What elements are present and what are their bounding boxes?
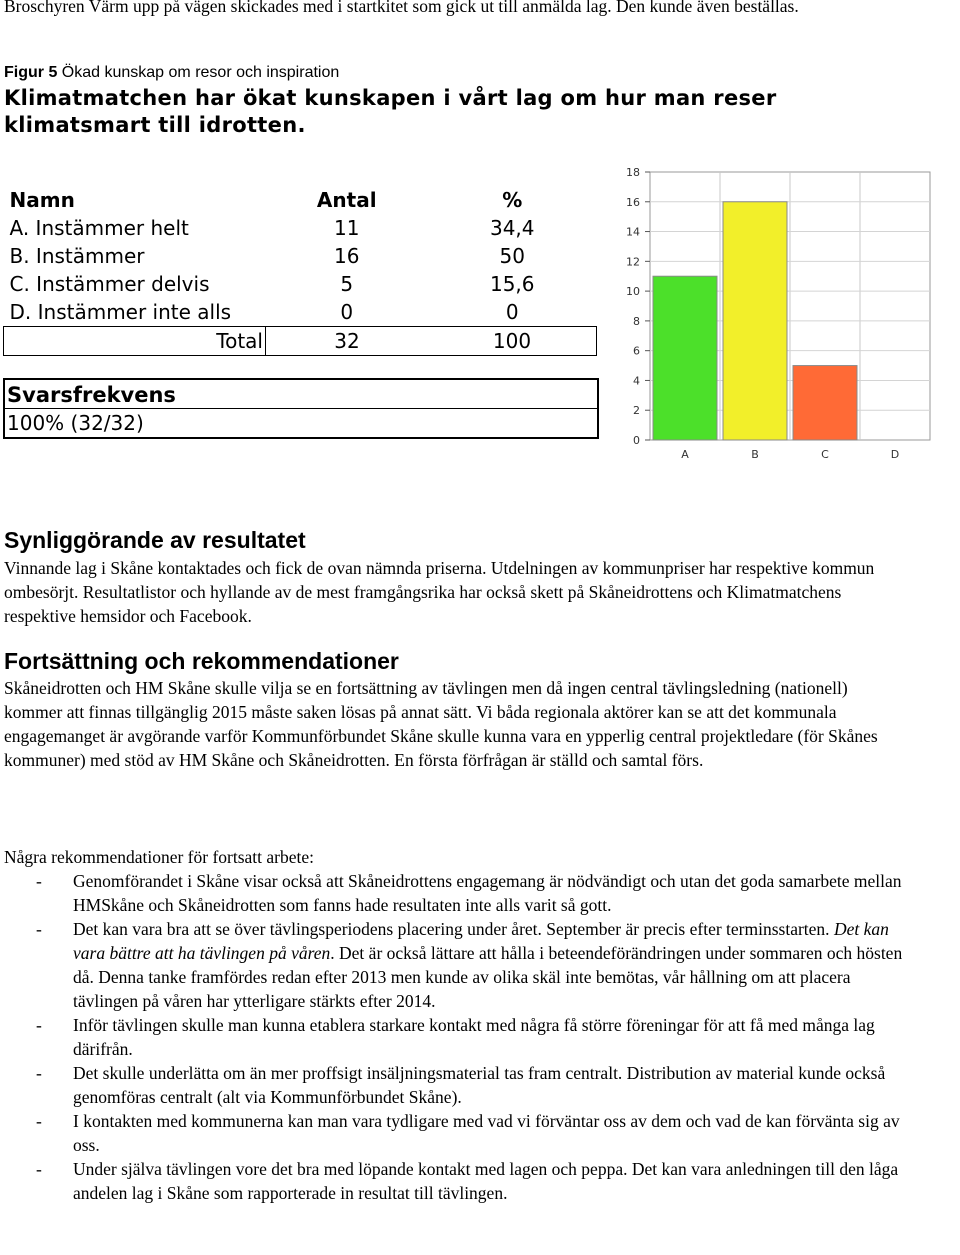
y-tick-label: 0 [633, 434, 640, 447]
y-tick-label: 16 [626, 195, 640, 209]
header-count: Antal [316, 188, 377, 212]
intro-paragraph: Broschyren Värm upp på vägen skickades med i startkitet som gick ut till anmälda lag. Den kunde även beställas. [4, 0, 799, 16]
list-item-text: Det skulle underlätta om än mer proffsigt insäljningsmaterial tas fram centralt. Distribution av material kunde också genomföras centralt (alt via Kommunförbundet Skåne). [73, 1063, 886, 1107]
list-item [4, 869, 904, 917]
list-dash: - [36, 1063, 42, 1083]
list-dash: - [36, 1111, 42, 1131]
list-item [4, 917, 904, 1013]
list-item-text: Det kan vara bra att se över tävlingsperiodens placering under året. September är precis efter terminsstarten. [73, 919, 834, 939]
section-body-continuation: Skåneidrotten och HM Skåne skulle vilja se en fortsättning av tävlingen men då ingen central tävlingsledning (nationell) kommer att finnas tillgänglig 2015 måste saken lösas på annat sätt. Vi båda regionala aktörer kan se att det kommunala engagemanget är avgörande varför Kommunförbundet Skåne skulle kunna vara en ypperlig central projektledare (för Skånes kommuner) med stöd av HM Skåne och Skåneidrotten. En första förfrågan är ställd och samtal förs. [4, 678, 878, 770]
figure-caption [4, 63, 339, 83]
list-dash: - [36, 871, 42, 891]
list-item-italic: Det kan vara bättre att ha tävlingen på våren [73, 919, 889, 963]
table-row [4, 242, 597, 270]
y-tick-label: 6 [633, 344, 640, 358]
list-item-text: . Det är också lättare att hålla i beteendeförändringen under sommaren och hösten då. Denna tanke framfördes redan efter 2013 men kunde av olika skäl inte bemötas, vår hållning om att placera tävlingen på våren har ytterligare stärkts efter 2014. [73, 943, 903, 1011]
response-rate-title: Svarsfrekvens [7, 383, 176, 407]
total-label: Total [4, 327, 266, 356]
row-percent: 34,4 [489, 216, 535, 240]
section-body-visibility: Vinnande lag i Skåne kontaktades och fick de ovan nämnda priserna. Utdelningen av kommunpriser har respektive kommun ombesörjt. Resultatlistor och hyllande av de mest framgångsrika har också skett på Skåneidrottens och Klimatmatchens respektive hemsidor och Facebook. [4, 558, 875, 626]
figure-heading: Klimatmatchen har ökat kunskapen i vårt lag om hur man reser klimatsmart till idrotten. [4, 86, 777, 137]
list-dash: - [36, 1015, 42, 1035]
row-name: C. Instämmer delvis [9, 272, 210, 296]
bar-b [723, 202, 787, 440]
table-row [4, 214, 597, 242]
y-tick-label: 8 [633, 314, 640, 328]
x-tick-label: B [751, 448, 759, 460]
results-table [3, 186, 597, 356]
header-percent: % [502, 188, 523, 212]
bar-a [653, 276, 717, 440]
row-name: B. Instämmer [9, 244, 145, 268]
row-percent: 50 [499, 244, 525, 268]
recommendations-intro: Några rekommendationer för fortsatt arbete: [4, 847, 315, 867]
recommendations-list [4, 869, 904, 1205]
list-item [4, 1157, 904, 1205]
row-percent: 0 [505, 300, 519, 324]
y-tick-label: 12 [626, 255, 640, 269]
x-tick-label: C [821, 448, 829, 460]
list-dash: - [36, 1159, 42, 1179]
figure-caption-label: Figur 5 [4, 64, 58, 81]
list-item-text: Inför tävlingen skulle man kunna etablera starkare kontakt med några få större föreningar för att få med många lag därifrån. [73, 1015, 875, 1059]
table-row [4, 298, 597, 327]
list-item [4, 1013, 904, 1061]
row-count: 16 [334, 244, 360, 268]
response-rate-divider [5, 408, 597, 409]
x-tick-label: D [890, 448, 900, 460]
table-row [4, 270, 597, 298]
y-tick-label: 4 [633, 374, 640, 388]
list-item [4, 1109, 904, 1157]
section-heading-continuation: Fortsättning och rekommendationer [4, 648, 399, 674]
y-tick-label: 2 [633, 404, 640, 418]
y-tick-label: 10 [626, 285, 640, 299]
y-tick-label: 14 [626, 225, 640, 239]
row-name: A. Instämmer helt [9, 216, 189, 240]
row-count: 11 [334, 216, 360, 240]
list-item [4, 1061, 904, 1109]
bar-chart [620, 160, 940, 460]
y-tick-label: 18 [626, 166, 640, 179]
total-percent: 100 [428, 327, 597, 356]
row-count: 5 [340, 272, 354, 296]
x-tick-label: A [681, 448, 689, 460]
header-name: Namn [9, 188, 75, 212]
section-heading-visibility: Synliggörande av resultatet [4, 527, 306, 553]
list-dash: - [36, 919, 42, 939]
list-item-text: Under själva tävlingen vore det bra med löpande kontakt med lagen och peppa. Det kan vara anledningen till den låga andelen lag i Skåne som rapporterade in resultat till tävlingen. [73, 1159, 899, 1203]
response-rate-value: 100% (32/32) [7, 411, 144, 435]
table-header-row [4, 186, 597, 214]
figure-caption-text: Ökad kunskap om resor och inspiration [57, 64, 340, 81]
bar-c [793, 366, 857, 440]
list-item-text: I kontakten med kommunerna kan man vara tydligare med vad vi förväntar oss av dem och vad de kan förvänta sig av oss. [73, 1111, 900, 1155]
total-count: 32 [266, 327, 429, 356]
table-total-row [4, 327, 597, 356]
row-name: D. Instämmer inte alls [9, 300, 232, 324]
response-rate-box [3, 378, 599, 439]
list-item-text: Genomförandet i Skåne visar också att Skåneidrottens engagemang är nödvändigt och utan det goda samarbete mellan HMSkåne och Skåneidrotten som fanns hade resultaten inte alls varit så gott. [73, 871, 902, 915]
row-count: 0 [340, 300, 354, 324]
row-percent: 15,6 [489, 272, 535, 296]
